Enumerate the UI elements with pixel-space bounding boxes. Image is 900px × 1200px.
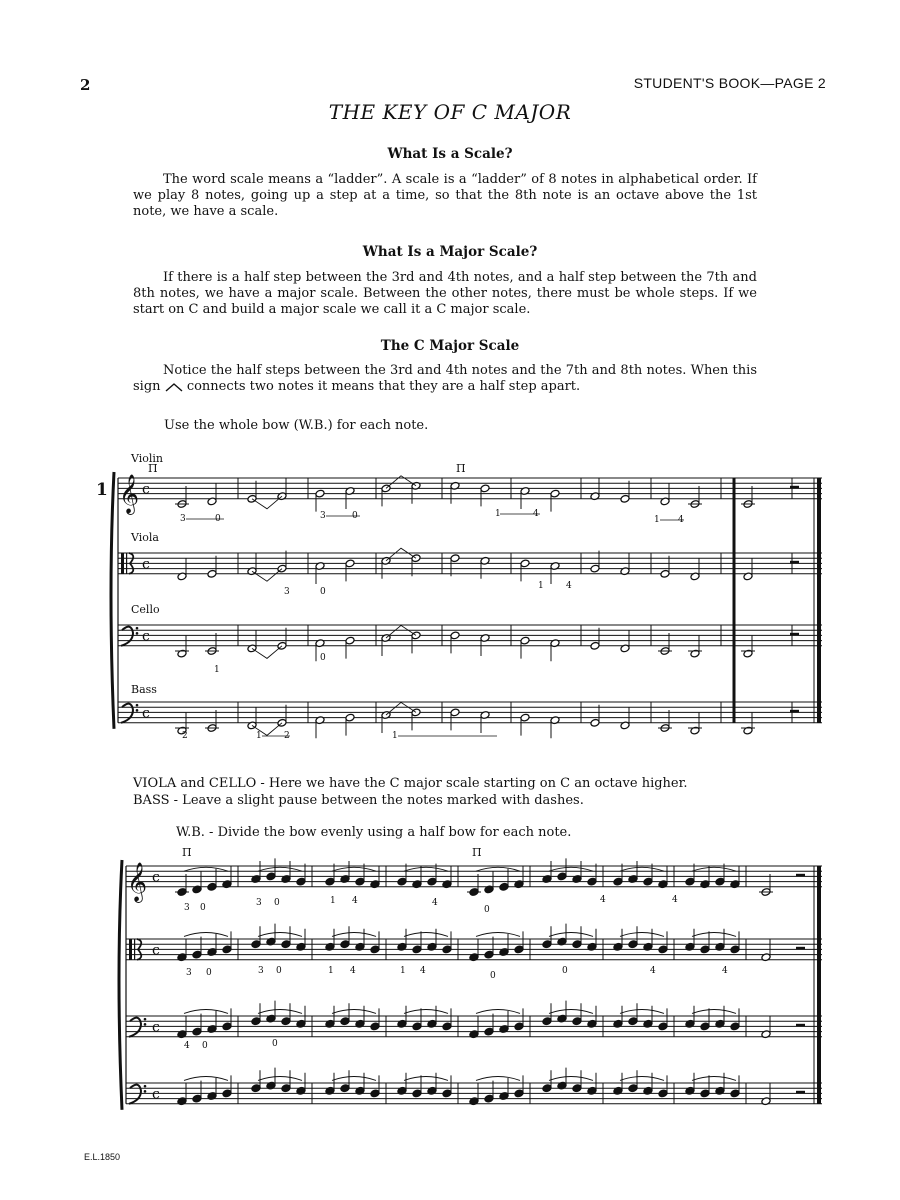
fingering-number: 0 (352, 511, 358, 521)
treble-clef-icon: 𝄞 (127, 861, 148, 902)
fingering-number: 4 (566, 581, 572, 591)
slur (404, 1010, 448, 1014)
slur (258, 867, 302, 871)
slur (692, 933, 736, 937)
instruction-whole-bow: Use the whole bow (W.B.) for each note. (164, 418, 429, 433)
fingering-number: 2 (182, 731, 188, 741)
bass-clef-icon (136, 627, 139, 630)
fingering-number: 3 (284, 587, 290, 597)
bass-clef-icon (144, 1018, 147, 1021)
fingering-number: 0 (202, 1041, 208, 1051)
instrument-label-cello: Cello (131, 603, 160, 616)
fingering-number: 4 (722, 966, 728, 976)
half-rest-icon (790, 633, 799, 636)
system-number: 1 (96, 480, 108, 500)
slur (549, 867, 593, 871)
instrument-label-bass: Bass (131, 683, 157, 696)
fingering-number: 1 (495, 509, 501, 519)
time-signature: c (142, 481, 150, 498)
fingering-number: 4 (350, 966, 356, 976)
fingering-number: 0 (272, 1039, 278, 1049)
slur (258, 933, 302, 937)
down-bow-icon: Π (148, 462, 158, 475)
fingering-number: 0 (484, 905, 490, 915)
fingering-number: 4 (432, 898, 438, 908)
slur (184, 867, 228, 871)
instrument-label-violin: Violin (131, 452, 164, 465)
slur (404, 867, 448, 871)
treble-clef-icon: 𝄞 (119, 473, 140, 514)
slur (332, 1010, 376, 1014)
fingering-number: 0 (320, 587, 326, 597)
page-title: THE KEY OF C MAJOR (328, 100, 572, 124)
half-rest-icon (796, 1091, 805, 1094)
fingering-number: 1 (330, 896, 336, 906)
half-rest-icon (796, 947, 805, 950)
footer-code: E.L.1850 (84, 1152, 121, 1162)
slur (692, 867, 736, 871)
system-bracket (111, 472, 114, 729)
slur (332, 867, 376, 871)
fingering-number: 4 (678, 515, 684, 525)
half-rest-icon (796, 1024, 805, 1027)
fingering-number: 0 (562, 966, 568, 976)
bass-clef-icon (136, 709, 139, 712)
slur (549, 1077, 593, 1081)
paragraph-cmajor-text-after: connects two notes it means that they are a half step apart. (186, 379, 581, 394)
slur (620, 867, 664, 871)
fingering-number: 4 (533, 509, 539, 519)
slur (620, 1077, 664, 1081)
time-signature: c (152, 1019, 160, 1036)
bass-clef-icon (136, 704, 139, 707)
fingering-number: 0 (490, 971, 496, 981)
time-signature: c (142, 628, 150, 645)
time-signature: c (142, 556, 150, 573)
system-bracket (119, 860, 122, 1110)
fingering-number: 1 (214, 665, 220, 675)
slur (476, 867, 520, 871)
half-rest-icon (790, 486, 799, 489)
paragraph-major-text: If there is a half step between the 3rd and 4th notes, and a half step between the 7th and 8th notes, we have a major scale. Between the other notes, there must be whole steps. If we start on C and build a major scale we call it a C major scale. (133, 270, 757, 317)
slur (476, 1010, 520, 1014)
fingering-number: 1 (654, 515, 660, 525)
heading-c-major-scale: The C Major Scale (380, 338, 520, 354)
fingering-number: 3 (258, 966, 264, 976)
slur (692, 1010, 736, 1014)
down-bow-icon: Π (472, 846, 482, 859)
slur (549, 933, 593, 937)
slur (184, 1077, 228, 1081)
fingering-number: 1 (538, 581, 544, 591)
fingering-number: 3 (184, 903, 190, 913)
instruction-bass: BASS - Leave a slight pause between the notes marked with dashes. (133, 793, 584, 808)
fingering-number: 1 (392, 731, 398, 741)
fingering-number: 1 (400, 966, 406, 976)
slur (620, 1010, 664, 1014)
running-head: STUDENT'S BOOK—PAGE 2 (633, 75, 826, 91)
heading-major-scale: What Is a Major Scale? (362, 244, 538, 260)
slur (404, 1077, 448, 1081)
bass-clef-icon (144, 1023, 147, 1026)
fingering-number: 4 (600, 895, 606, 905)
slur (332, 933, 376, 937)
fingering-number: 0 (200, 903, 206, 913)
slur (620, 933, 664, 937)
down-bow-icon: Π (456, 462, 466, 475)
slur (476, 1077, 520, 1081)
bass-clef-icon (136, 632, 139, 635)
half-rest-icon (790, 561, 799, 564)
fingering-number: 4 (672, 895, 678, 905)
alto-clef-icon (126, 553, 127, 574)
fingering-number: 0 (274, 898, 280, 908)
fingering-number: 3 (180, 514, 186, 524)
instruction-viola-cello: VIOLA and CELLO - Here we have the C major scale starting on C an octave higher. (133, 776, 688, 791)
fingering-number: 1 (256, 731, 262, 741)
page-number: 2 (80, 76, 91, 94)
fingering-number: 2 (284, 731, 290, 741)
half-rest-icon (790, 710, 799, 713)
slur (258, 1010, 302, 1014)
bass-clef-icon (144, 1090, 147, 1093)
time-signature: c (152, 869, 160, 886)
fingering-number: 0 (206, 968, 212, 978)
time-signature: c (152, 1086, 160, 1103)
fingering-number: 3 (256, 898, 262, 908)
slur (404, 933, 448, 937)
time-signature: c (142, 705, 150, 722)
bass-clef-icon (121, 627, 133, 646)
fingering-number: 0 (320, 653, 326, 663)
fingering-number: 4 (184, 1041, 190, 1051)
slur (184, 933, 228, 937)
fingering-number: 0 (276, 966, 282, 976)
alto-clef-icon (129, 939, 132, 960)
alto-clef-icon (134, 939, 135, 960)
slur (184, 1010, 228, 1014)
fingering-number: 3 (320, 511, 326, 521)
alto-clef-icon (121, 553, 124, 574)
bass-clef-icon (129, 1085, 141, 1104)
time-signature: c (152, 942, 160, 959)
heading-what-is-a-scale: What Is a Scale? (387, 146, 513, 162)
fingering-number: 4 (650, 966, 656, 976)
bass-clef-icon (129, 1018, 141, 1037)
slur (332, 1077, 376, 1081)
down-bow-icon: Π (182, 846, 192, 859)
fingering-number: 4 (420, 966, 426, 976)
slur (549, 1010, 593, 1014)
half-rest-icon (796, 874, 805, 877)
instrument-label-viola: Viola (131, 531, 159, 544)
slur (692, 1077, 736, 1081)
paragraph-scale-text: The word scale means a “ladder”. A scale is a “ladder” of 8 notes in alphabetical order. If we play 8 notes, going up a step at a time, so that the 8th note is an octave above the 1st note, we have a scale. (133, 172, 757, 219)
fingering-number: 3 (186, 968, 192, 978)
fingering-number: 4 (352, 896, 358, 906)
bass-clef-icon (144, 1085, 147, 1088)
fingering-number: 1 (328, 966, 334, 976)
instruction-wb-divide: W.B. - Divide the bow evenly using a half bow for each note. (176, 825, 572, 840)
slur (258, 1077, 302, 1081)
slur (476, 933, 520, 937)
bass-clef-icon (121, 704, 133, 723)
paragraph-cmajor-text-before: Notice the half steps between the 3rd and 4th notes and the 7th and 8th notes. When this sign (133, 363, 757, 394)
fingering-number: 0 (215, 514, 221, 524)
